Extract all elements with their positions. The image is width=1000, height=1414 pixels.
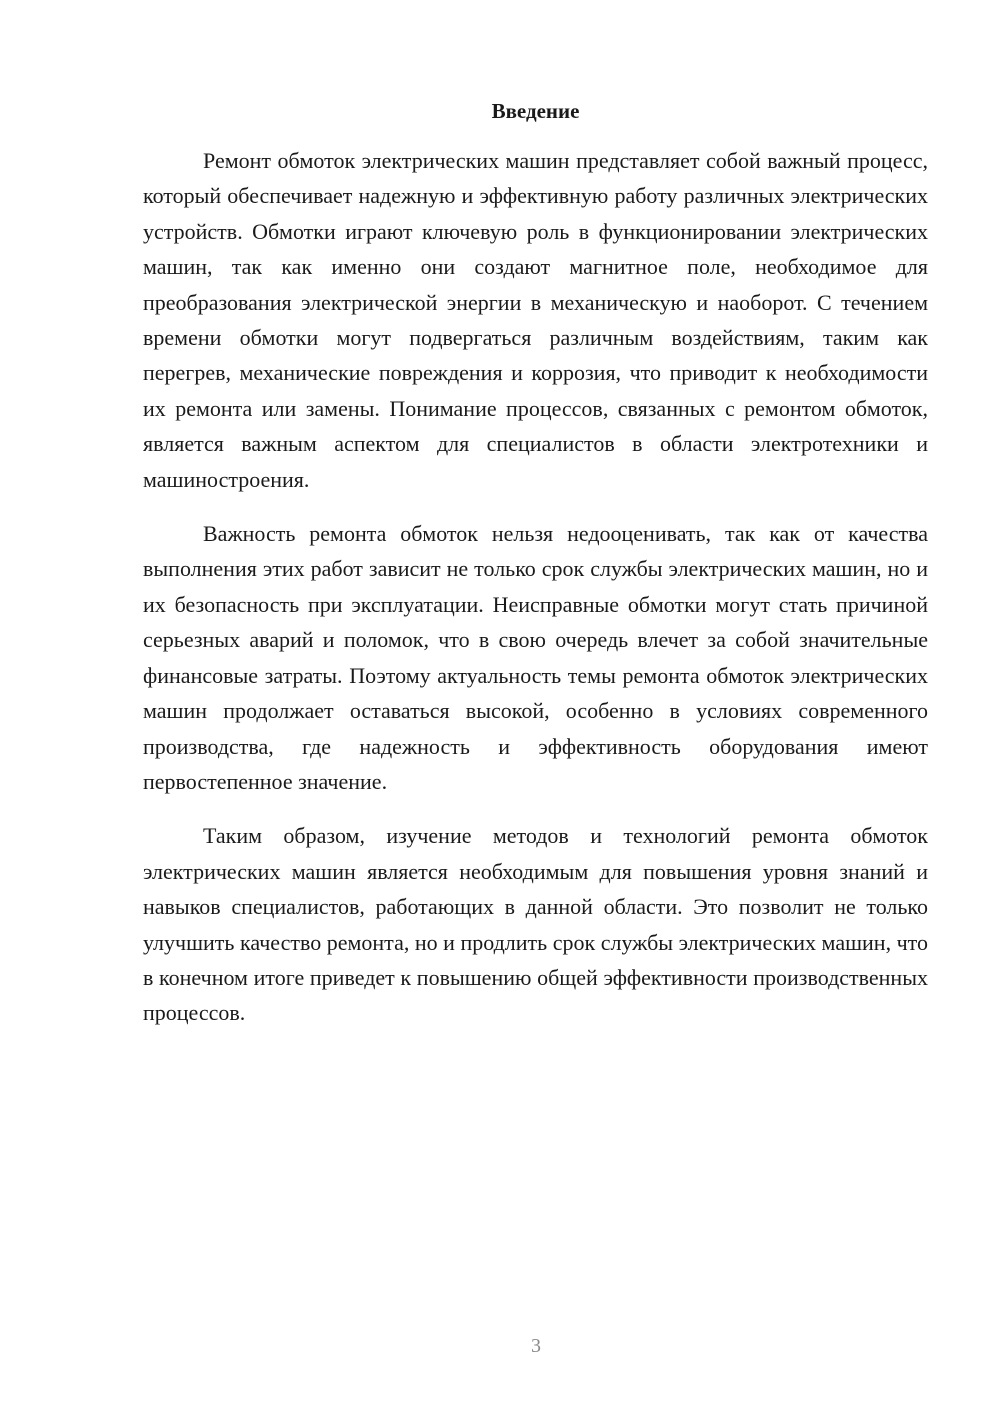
paragraph-1: Ремонт обмоток электрических машин представляет собой важный процесс, который обеспечивает надежную и эффективную работу различных электрических устройств. Обмотки играют ключевую роль в функционировании электрических машин, так как именно они создают магнитное поле, необходимое для преобразования электрической энергии в механическую и наоборот. С течением времени обмотки могут подвергаться различным воздействиям, таким как перегрев, механические повреждения и коррозия, что приводит к необходимости их ремонта или замены. Понимание процессов, связанных с ремонтом обмоток, является важным аспектом для специалистов в области электротехники и машиностроения.: [143, 148, 928, 492]
page-number: 3: [531, 1335, 541, 1357]
paragraph-3: Таким образом, изучение методов и технологий ремонта обмоток электрических машин является необходимым для повышения уровня знаний и навыков специалистов, работающих в данной области. Это позволит не только улучшить качество ремонта, но и продлить срок службы электрических машин, что в конечном итоге приведет к повышению общей эффективности производственных процессов.: [143, 823, 928, 1026]
paragraph-2: Важность ремонта обмоток нельзя недооценивать, так как от качества выполнения этих работ зависит не только срок службы электрических машин, но и их безопасность при эксплуатации. Неисправные обмотки могут стать причиной серьезных аварий и поломок, что в свою очередь влечет за собой значительные финансовые затраты. Поэтому актуальность темы ремонта обмоток электрических машин продолжает оставаться высокой, особенно в условиях современного производства, где надежность и эффективность оборудования имеют первостепенное значение.: [143, 521, 928, 794]
page-title: Введение: [491, 99, 580, 123]
body-text: [143, 143, 928, 1031]
